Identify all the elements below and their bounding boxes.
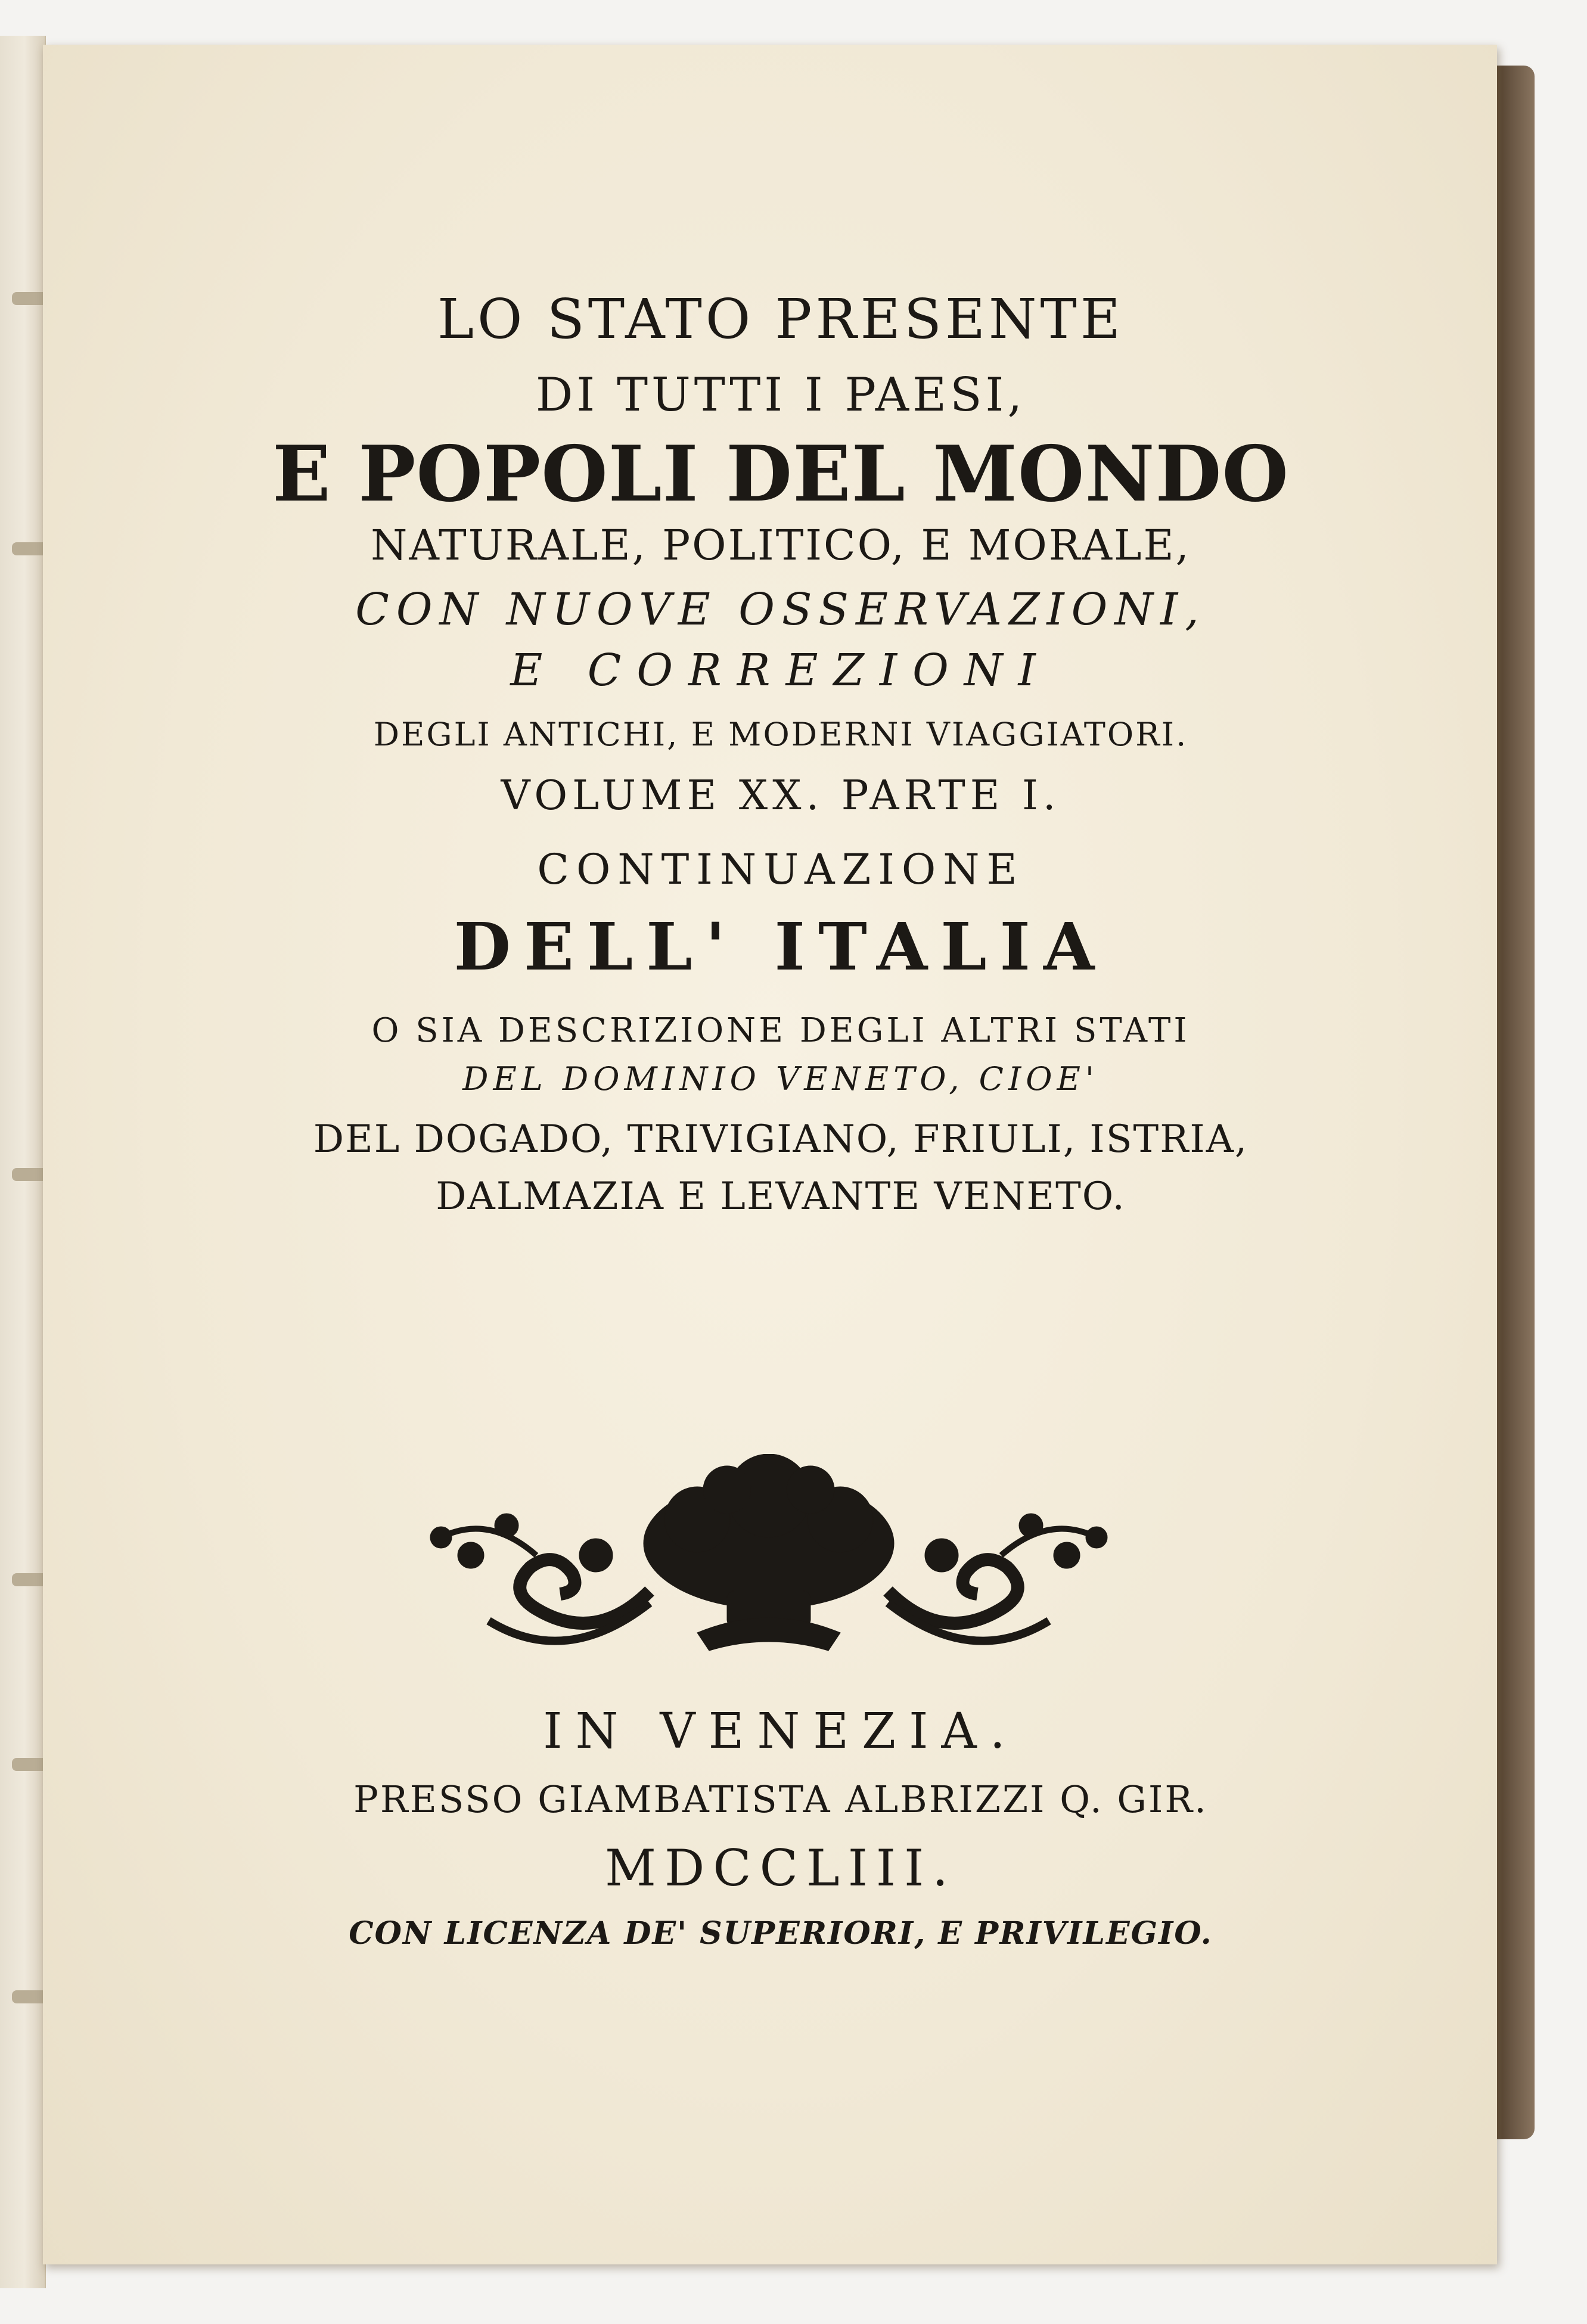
main-title: E POPOLI DEL MONDO xyxy=(272,430,1289,519)
subtitle-line: NATURALE, POLITICO, E MORALE, xyxy=(371,521,1191,570)
imprint-license: CON LICENZA DE' SUPERIORI, E PRIVILEGIO. xyxy=(349,1915,1213,1952)
description-line-3: DEL DOGADO, TRIVIGIANO, FRIULI, ISTRIA, xyxy=(313,1117,1249,1161)
continuation-label: CONTINUAZIONE xyxy=(537,845,1024,894)
imprint-year: MDCCLIII. xyxy=(605,1839,956,1897)
subtitle-sources: DEGLI ANTICHI, E MODERNI VIAGGIATORI. xyxy=(373,716,1188,753)
imprint-place: IN VENEZIA. xyxy=(543,1703,1018,1760)
volume-label: VOLUME XX. PARTE I. xyxy=(501,772,1061,819)
description-line-2: DEL DOMINIO VENETO, CIOE' xyxy=(462,1060,1099,1098)
description-line-1: O SIA DESCRIZIONE DEGLI ALTRI STATI xyxy=(371,1011,1190,1050)
imprint-block xyxy=(226,1703,1335,1952)
floral-basket-vignette-icon xyxy=(417,1454,1120,1669)
binding-edge xyxy=(0,36,46,2288)
imprint-publisher: PRESSO GIAMBATISTA ALBRIZZI Q. GIR. xyxy=(353,1778,1208,1821)
section-title: DELL' ITALIA xyxy=(454,908,1108,985)
title-line-1: LO STATO PRESENTE xyxy=(437,287,1125,351)
subtitle-italic-2: E CORREZIONI xyxy=(510,645,1051,696)
subtitle-italic-1: CON NUOVE OSSERVAZIONI, xyxy=(355,584,1206,635)
description-line-4: DALMAZIA E LEVANTE VENETO. xyxy=(436,1175,1126,1219)
title-block xyxy=(226,287,1335,1219)
title-line-2: DI TUTTI I PAESI, xyxy=(535,368,1026,422)
